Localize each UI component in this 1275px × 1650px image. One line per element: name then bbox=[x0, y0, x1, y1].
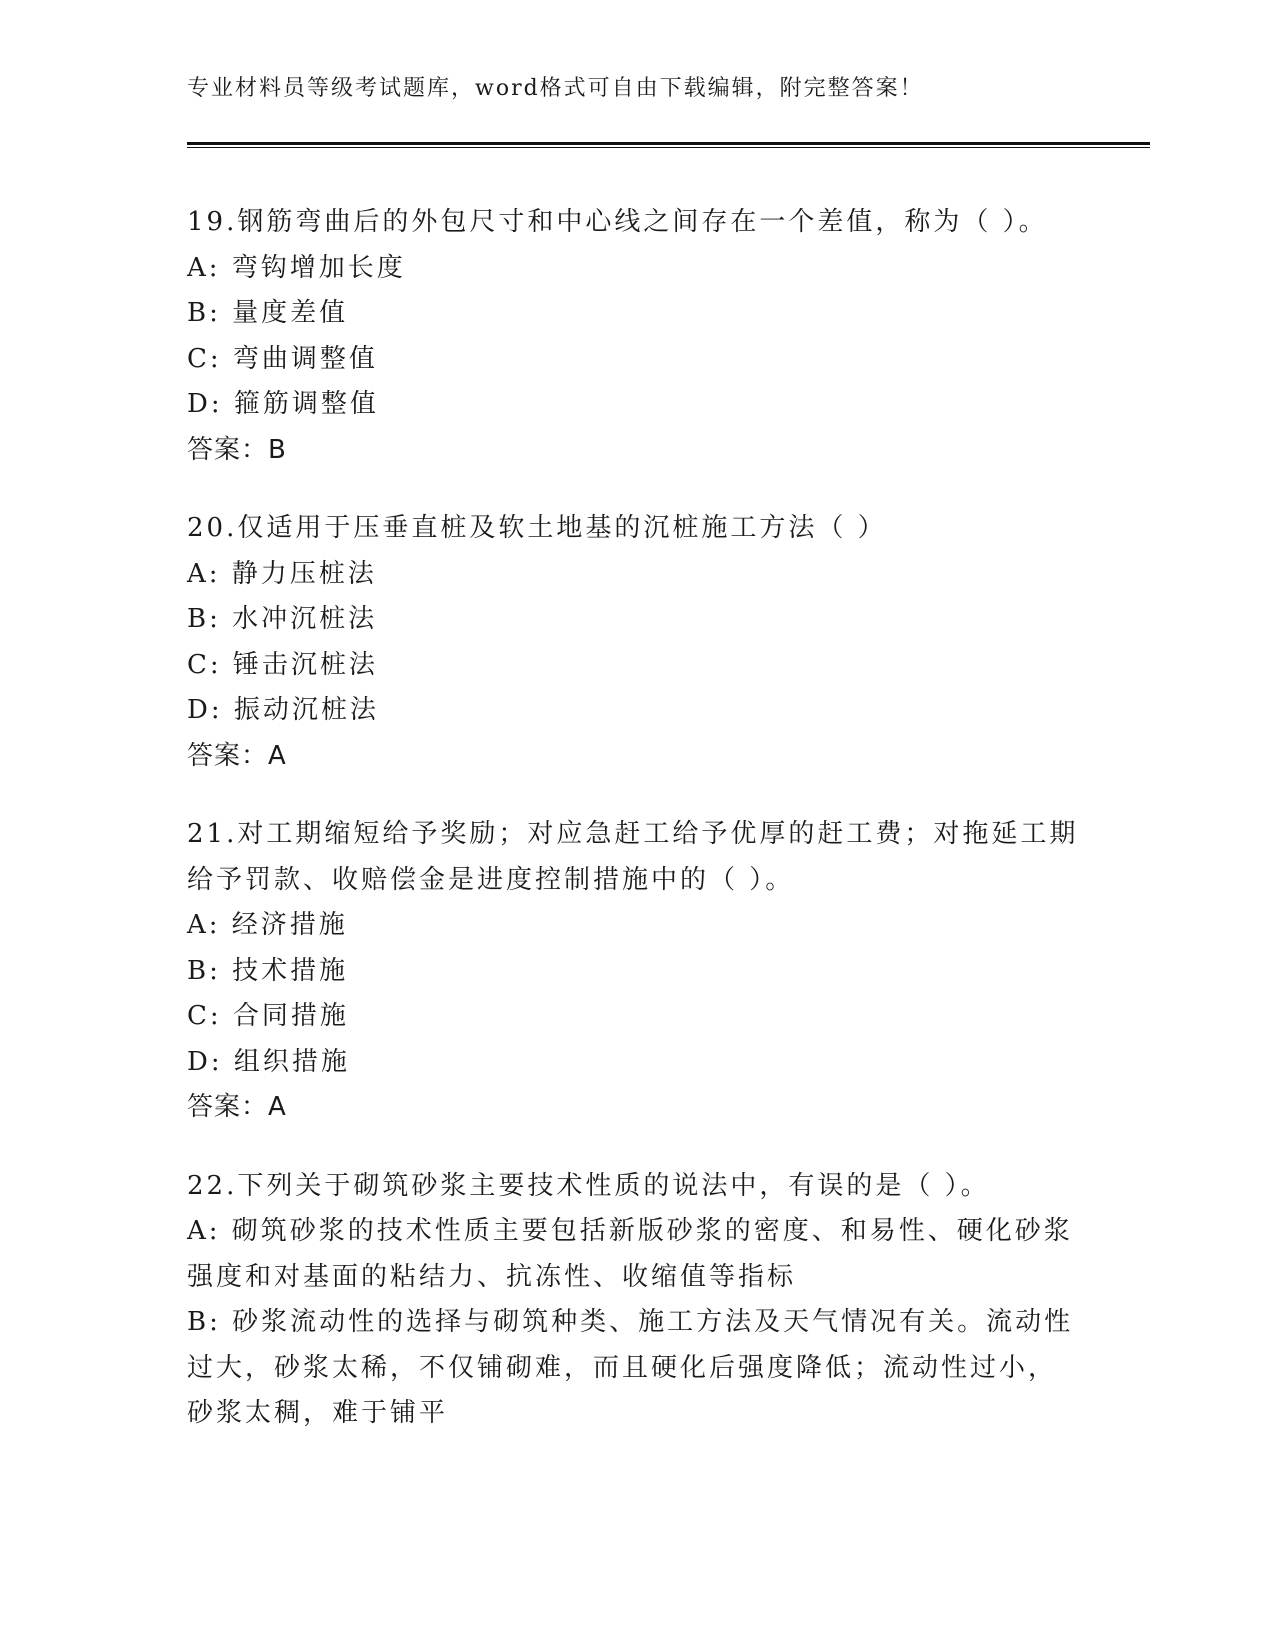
answer-option: B: 砂浆流动性的选择与砌筑种类、施工方法及天气情况有关。流动性 bbox=[187, 1307, 1074, 1337]
answer-option: D: 振动沉桩法 bbox=[187, 695, 379, 725]
answer-option: C: 弯曲调整值 bbox=[187, 343, 378, 374]
question-stem: 21.对工期缩短给予奖励；对应急赶工给予优厚的赶工费；对拖延工期 bbox=[187, 819, 1079, 849]
question-block bbox=[187, 200, 1087, 473]
question-stem: 给予罚款、收赔偿金是进度控制措施中的（ ）。 bbox=[187, 864, 795, 895]
question-block bbox=[187, 812, 1087, 1131]
answer-option: A: 砌筑砂浆的技术性质主要包括新版砂浆的密度、和易性、硬化砂浆 bbox=[187, 1216, 1073, 1246]
answer-option: 强度和对基面的粘结力、抗冻性、收缩值等指标 bbox=[187, 1261, 797, 1292]
question-stem: 20.仅适用于压垂直桩及软土地基的沉桩施工方法（ ） bbox=[187, 513, 887, 543]
answer-option: A: 静力压桩法 bbox=[187, 558, 377, 589]
answer-option: B: 技术措施 bbox=[187, 955, 349, 986]
question-stem: 19.钢筋弯曲后的外包尺寸和中心线之间存在一个差值，称为（ ）。 bbox=[187, 207, 1048, 237]
answer-option: D: 箍筋调整值 bbox=[187, 389, 379, 419]
answer-option: 砂浆太稠，难于铺平 bbox=[187, 1398, 449, 1428]
question-stem: 22.下列关于砌筑砂浆主要技术性质的说法中，有误的是（ ）。 bbox=[187, 1170, 990, 1201]
answer-option: B: 量度差值 bbox=[187, 298, 349, 328]
answer-key: 答案：B bbox=[187, 434, 287, 465]
answer-option: A: 经济措施 bbox=[187, 910, 348, 940]
answer-option: A: 弯钩增加长度 bbox=[187, 252, 406, 283]
answer-option: C: 锤击沉桩法 bbox=[187, 649, 378, 680]
page-header: 专业材料员等级考试题库，word格式可自由下载编辑，附完整答案！ bbox=[187, 76, 924, 101]
header-divider bbox=[187, 142, 1150, 148]
answer-option: B: 水冲沉桩法 bbox=[187, 604, 378, 634]
question-list bbox=[187, 200, 1087, 1437]
answer-option: 过大，砂浆太稀，不仅铺砌难，而且硬化后强度降低；流动性过小， bbox=[187, 1352, 1058, 1383]
answer-option: C: 合同措施 bbox=[187, 1001, 349, 1031]
answer-key: 答案：A bbox=[187, 1092, 287, 1122]
question-block bbox=[187, 1164, 1087, 1437]
question-block bbox=[187, 506, 1087, 779]
answer-option: D: 组织措施 bbox=[187, 1046, 350, 1077]
answer-key: 答案：A bbox=[187, 740, 287, 771]
